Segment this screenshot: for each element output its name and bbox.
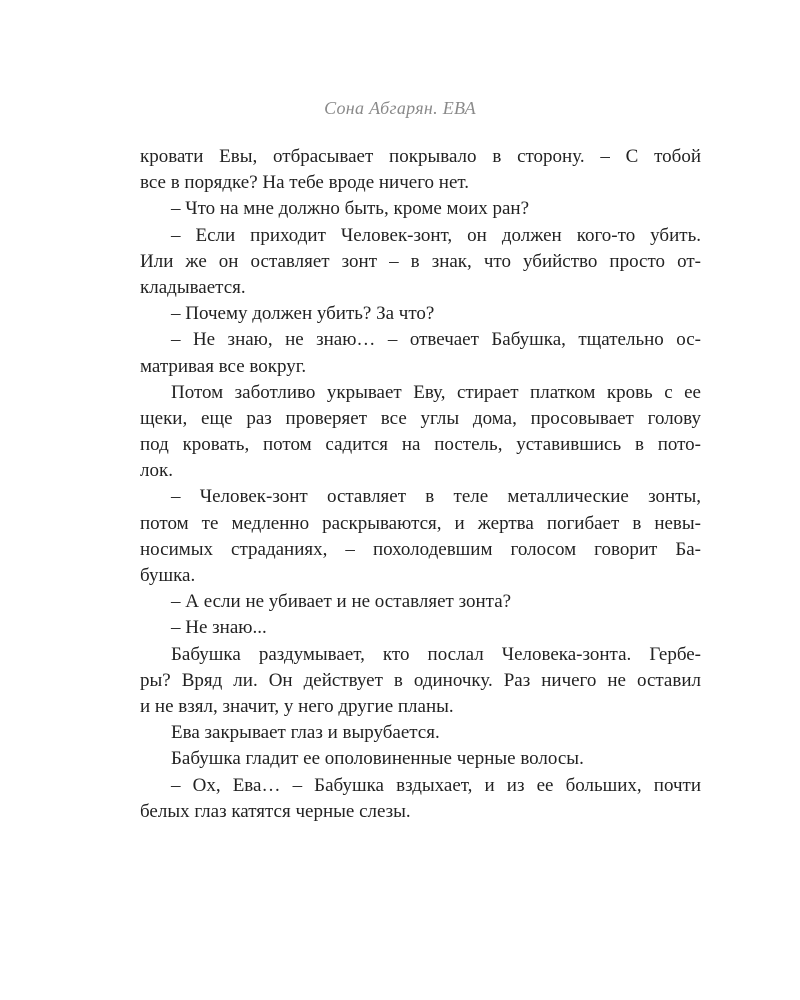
text-line: – Что на мне должно быть, кроме моих ран? [171,198,530,220]
text-line: кладывается. [140,276,246,298]
text-line: – А если не убивает и не оставляет зонта? [171,591,512,613]
text-line: – Если приходит Человек-зонт, он должен кого-то убить. [171,224,701,246]
text-line: – Ох, Ева… – Бабушка вздыхает, и из ее больших, почти [171,774,701,796]
text-line: – Не знаю, не знаю… – отвечает Бабушка, тщательно ос- [171,329,701,351]
text-line: бушка. [140,565,196,586]
text-line: Бабушка раздумывает, кто послал Человека-зонта. Гербе- [171,643,701,665]
running-header: Сона Абгарян. ЕВА [324,98,476,118]
page-body-text [140,144,701,825]
text-line: носимых страданиях, – похолодевшим голосом говорит Ба- [140,538,701,560]
text-line: – Человек-зонт оставляет в теле металлические зонты, [171,486,701,508]
text-line: все в порядке? На тебе вроде ничего нет. [140,172,470,194]
text-line: матривая все вокруг. [140,355,307,377]
text-line: и не взял, значит, у него другие планы. [140,695,454,717]
text-line: Потом заботливо укрывает Еву, стирает платком кровь с ее [171,381,701,403]
text-line: – Почему должен убить? За что? [171,303,435,325]
text-line: под кровать, потом садится на постель, уставившись в пото- [140,434,701,456]
text-line: кровати Евы, отбрасывает покрывало в сторону. – С тобой [140,146,701,167]
text-line: Ева закрывает глаз и вырубается. [171,722,440,744]
text-line: Или же он оставляет зонт – в знак, что убийство просто от- [140,250,701,272]
text-line: Бабушка гладит ее ополовиненные черные волосы. [171,748,584,770]
text-line: лок. [140,460,173,482]
text-line: белых глаз катятся черные слезы. [140,800,411,822]
text-line: щеки, еще раз проверяет все углы дома, просовывает голову [140,407,701,429]
text-line: потом те медленно раскрываются, и жертва погибает в невы- [140,512,701,534]
text-line: – Не знаю... [171,617,267,639]
text-line: ры? Вряд ли. Он действует в одиночку. Раз ничего не оставил [140,669,701,691]
